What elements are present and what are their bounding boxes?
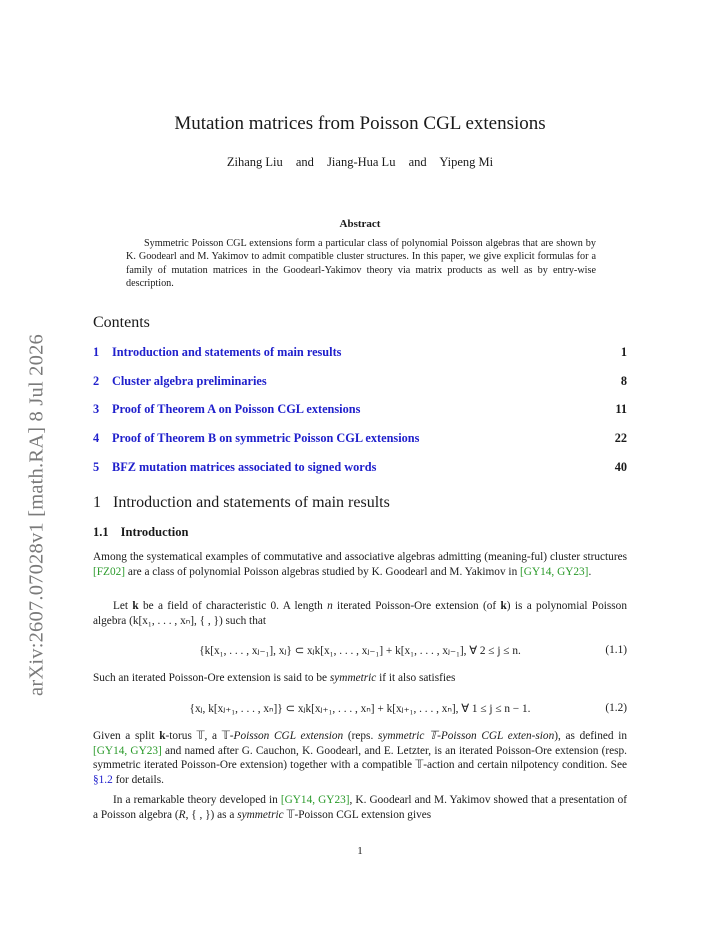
paragraph-5 [93, 793, 627, 822]
toc-link[interactable]: Cluster algebra preliminaries [112, 373, 267, 388]
author-separator: and [295, 155, 314, 169]
emphasis-text: symmetric 𝕋-Poisson CGL exten-sion [377, 730, 555, 742]
text-run: 𝕋-Poisson CGL extension gives [283, 808, 432, 821]
toc-number: 5 [93, 459, 100, 474]
text-run: iterated Poisson-Ore extension (of [332, 600, 501, 612]
toc-entry-4[interactable] [93, 431, 627, 460]
math-symbol: k [159, 730, 166, 742]
equation-body: {k[x₁, . . . , xⱼ₋₁], xⱼ} ⊂ xⱼk[x₁, . . . , xⱼ₋₁] + k[x₁, . . . , xⱼ₋₁], ∀ 2 ≤ j ≤ n. [199, 645, 521, 657]
text-run: . [588, 565, 592, 578]
toc-link[interactable]: BFZ mutation matrices associated to signed words [112, 459, 377, 474]
section-title: Introduction and statements of main results [113, 494, 390, 511]
paragraph-3 [93, 671, 627, 686]
page-number: 1 [357, 845, 363, 857]
toc-page: 1 [620, 345, 627, 359]
toc-number: 2 [93, 373, 100, 388]
text-run: (reps. [343, 730, 378, 742]
citation-link[interactable]: [GY14, GY23] [520, 565, 589, 578]
math-symbol: k [132, 600, 139, 612]
author-list [93, 155, 627, 170]
abstract-body [126, 237, 596, 290]
math-symbol: R [178, 808, 186, 821]
paragraph-5-body [93, 793, 627, 822]
text-run: for details. [112, 773, 164, 786]
paragraph-2-body [93, 599, 627, 628]
toc-link[interactable]: Proof of Theorem B on symmetric Poisson CGL extensions [112, 431, 420, 446]
toc-page: 11 [615, 402, 627, 417]
paragraph-4 [93, 729, 627, 787]
arxiv-identifier[interactable]: arXiv:2607.07028v1 [math.RA] 8 Jul 2026 [25, 334, 48, 696]
author-name: Zihang Liu [226, 155, 283, 169]
toc-page: 22 [614, 431, 627, 446]
section-link[interactable]: §1.2 [93, 773, 113, 786]
citation-link[interactable]: [GY14, GY23] [280, 794, 350, 806]
text-run: , { , }) as a [185, 808, 238, 821]
math-symbol: n [327, 600, 333, 612]
text-run: , K. Goodearl and M. Yakimov showed that a presentation of a Poisson algebra ( [93, 794, 628, 821]
text-run: Among the systematical examples of commutative and associative algebras admitting (meaning-ful) cluster structures [93, 551, 627, 563]
text-run: Given a split [93, 730, 160, 742]
toc-link[interactable]: Introduction and statements of main results [112, 345, 342, 359]
section-number: 1 [93, 494, 101, 511]
abstract-text: Symmetric Poisson CGL extensions form a particular class of polynomial Poisson algebras that are shown by K. Goodearl and M. Yakimov to admit compatible cluster structures. In this paper, we give explicit formulas for a family of mutation matrices in the Goodearl-Yakimov theory via matrix products as well as by entry-wise description. [126, 238, 596, 289]
text-run: if it also satisfies [376, 672, 456, 684]
paper-title: Mutation matrices from Poisson CGL extensions [174, 113, 546, 134]
toc-page: 8 [620, 373, 627, 388]
text-run: be a field of characteristic 0. A length [138, 600, 328, 612]
toc-number: 3 [93, 402, 100, 417]
toc-number: 1 [93, 345, 100, 359]
emphasis-text: symmetric [329, 672, 377, 684]
emphasis-text: Poisson CGL extension [233, 730, 344, 742]
toc-entry-3[interactable] [93, 402, 627, 431]
equation-tag: (1.1) [605, 644, 627, 656]
text-run: In a remarkable theory developed in [113, 794, 281, 806]
text-run: Let [113, 600, 133, 612]
toc-number: 4 [93, 431, 100, 446]
contents-heading: Contents [93, 314, 150, 331]
citation-link[interactable]: [GY14, GY23] [93, 744, 162, 757]
toc-entry-1[interactable] [93, 345, 627, 374]
citation-link[interactable]: [FZ02] [93, 565, 126, 578]
table-of-contents [93, 345, 627, 488]
equation-tag: (1.2) [605, 702, 627, 714]
math-symbol: k [500, 600, 507, 612]
subsection-heading [93, 525, 188, 540]
text-run: Such an iterated Poisson-Ore extension is said to be [93, 672, 330, 684]
text-run: are a class of polynomial Poisson algebras studied by K. Goodearl and M. Yakimov in [125, 565, 521, 578]
section-heading [93, 494, 390, 512]
author-separator: and [408, 155, 427, 169]
text-run: ), as defined in [554, 730, 627, 742]
paragraph-2 [93, 599, 627, 628]
subsection-number: 1.1 [93, 525, 109, 539]
toc-link[interactable]: Proof of Theorem A on Poisson CGL extensions [112, 402, 361, 417]
author-name: Jiang-Hua Lu [327, 155, 396, 169]
subsection-title: Introduction [120, 525, 189, 539]
toc-page: 40 [614, 459, 627, 474]
equation-body: {xⱼ, k[xⱼ₊₁, . . . , xₙ]} ⊂ xⱼk[xⱼ₊₁, . . . , xₙ] + k[xⱼ₊₁, . . . , xₙ], ∀ 1 ≤ j ≤ n − 1. [189, 703, 531, 715]
toc-entry-2[interactable] [93, 374, 627, 403]
abstract-heading: Abstract [339, 218, 381, 230]
author-name: Yipeng Mi [439, 155, 494, 169]
toc-entry-5[interactable] [93, 460, 627, 489]
paragraph-1 [93, 550, 627, 579]
math-expression: k[x₁, . . . , xₙ], { , }) such that [132, 614, 267, 627]
arxiv-sidebar [22, 330, 52, 700]
text-run: and named after G. Cauchon, K. Goodearl, and E. Letzter, is an iterated Poisson-Ore extension (resp. symmetric iterated Poisson-Ore extension) together with a compatible 𝕋-action and certain nilpotency condition. See [93, 744, 627, 772]
emphasis-text: symmetric [237, 808, 284, 821]
text-run: ) is a polynomial Poisson algebra ( [93, 600, 627, 627]
text-run: -torus 𝕋, a 𝕋- [165, 730, 234, 742]
